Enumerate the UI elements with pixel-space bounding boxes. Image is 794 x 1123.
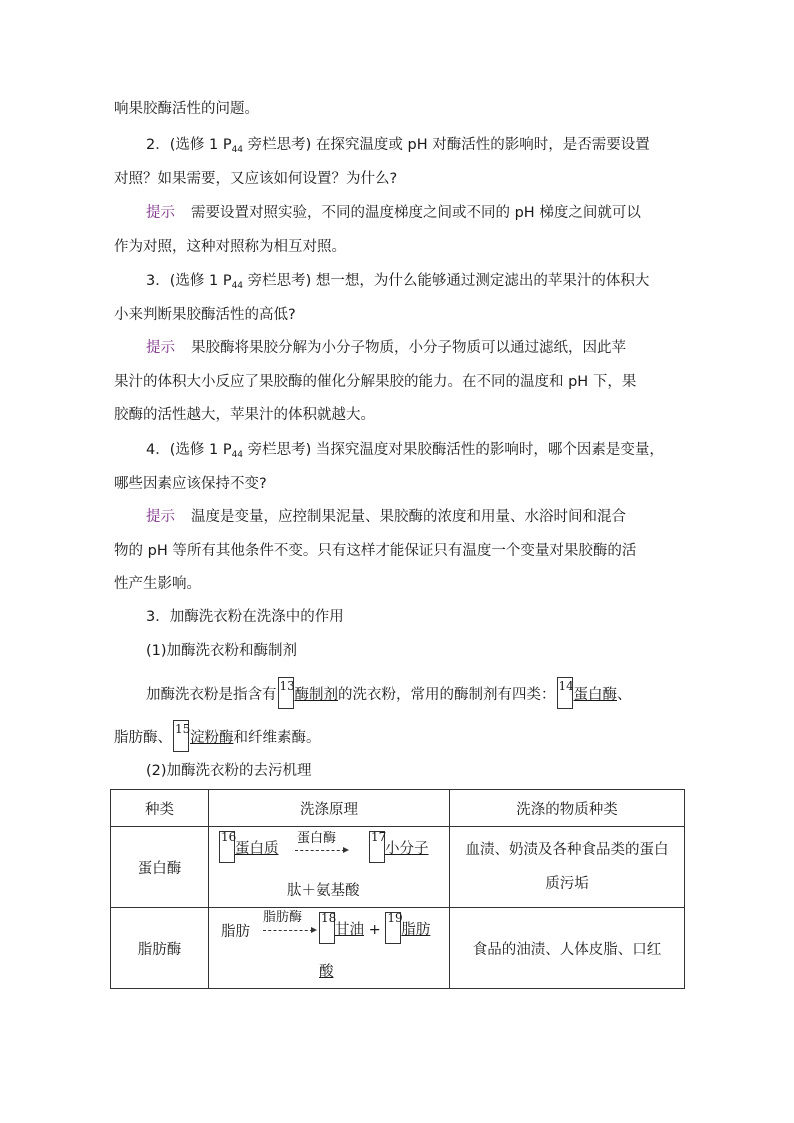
reaction-cell [209, 827, 450, 908]
table-cell: 血渍、奶渍及各种食品类的蛋白 质污垢 [450, 827, 685, 908]
product-text: 肽＋氨基酸 [287, 883, 360, 899]
section-heading: 3．加酶洗衣粉在洗涤中的作用 [146, 609, 344, 625]
table-cell: 蛋白酶 [111, 827, 209, 908]
question-4: 4．(选修 1 $P_{44}$ 旁栏思考) 当探究温度对果胶酶活性的影响时，哪个因素是变量， [146, 442, 664, 460]
answer-number-box: 16 [219, 831, 235, 863]
answer-number-box: 13 [278, 677, 294, 709]
question-2: 2．(选修 1 $P_{44}$ 旁栏思考) 在探究温度或 pH 对酶活性的影响时，是否需要设置 [146, 137, 650, 155]
answer-number-box: 14 [557, 677, 573, 709]
answer-blank: 酶制剂 [294, 687, 338, 703]
table-cell: 食品的油渍、人体皮脂、口红 [450, 908, 685, 989]
table-header: 种类 [111, 790, 209, 827]
answer-blank: 蛋白酶 [573, 687, 617, 703]
hint-label: 提示 [146, 205, 175, 221]
enzyme-label: 脂肪酶 [263, 910, 303, 925]
table-header: 洗涤的物质种类 [450, 790, 685, 827]
hint-4-cont: 物的 pH 等所有其他条件不变。只有这样才能保证只有温度一个变量对果胶酶的活 [114, 543, 637, 559]
hint-3-cont2: 胶酶的活性越大，苹果汁的体积就越大。 [114, 407, 375, 423]
hint-label: 提示 [146, 509, 175, 525]
hint-4-cont2: 性产生影响。 [114, 576, 201, 592]
table-row [111, 908, 685, 989]
answer-blank: 脂肪 [401, 922, 431, 938]
reaction-cell: 脂肪 脂肪酶 18 甘油 + 19 脂肪 酸 [209, 908, 450, 989]
subsection-heading: (2)加酶洗衣粉的去污机理 [146, 763, 312, 779]
mechanism-table [110, 789, 685, 989]
reaction-arrow [295, 850, 345, 851]
table-header: 洗涤原理 [209, 790, 450, 827]
answer-number-box: 18 [319, 912, 335, 944]
hint-label: 提示 [146, 340, 175, 356]
definition-line: 加酶洗衣粉是指含有 13 酶制剂的洗衣粉，常用的酶制剂有四类： 14 蛋白酶、 [146, 677, 684, 709]
table-header-row [111, 790, 685, 827]
reaction-arrow [263, 930, 313, 931]
substrate-text: 脂肪 [221, 924, 250, 940]
answer-number-box: 15 [173, 720, 189, 752]
hint-3: 提示 果胶酶将果胶分解为小分子物质，小分子物质可以通过滤纸，因此苹 [146, 340, 626, 356]
subsection-heading: (1)加酶洗衣粉和酶制剂 [146, 643, 298, 659]
question-4-cont: 哪些因素应该保持不变? [114, 476, 267, 492]
hint-2: 提示 需要设置对照实验，不同的温度梯度之间或不同的 pH 梯度之间就可以 [146, 205, 641, 221]
table-cell: 脂肪酶 [111, 908, 209, 989]
product-text: 酸 [319, 964, 334, 980]
question-3-cont: 小来判断果胶酶活性的高低? [114, 307, 296, 323]
table-row [111, 827, 685, 908]
hint-4: 提示 温度是变量，应控制果泥量、果胶酶的浓度和用量、水浴时间和混合 [146, 509, 626, 525]
hint-3-cont: 果汁的体积大小反应了果胶酶的催化分解果胶的能力。在不同的温度和 pH 下，果 [114, 374, 637, 390]
question-3: 3．(选修 1 $P_{44}$ 旁栏思考) 想一想，为什么能够通过测定滤出的苹果汁的体积大 [146, 273, 650, 291]
answer-blank: 甘油 [335, 922, 364, 938]
answer-blank: 淀粉酶 [190, 730, 234, 746]
definition-line-cont: 脂肪酶、 15 淀粉酶和纤维素酶。 [114, 720, 684, 752]
question-2-cont: 对照？如果需要，又应该如何设置？为什么? [114, 171, 398, 187]
paragraph-text: 响果胶酶活性的问题。 [114, 101, 259, 117]
answer-number-box: 19 [385, 912, 401, 944]
hint-2-cont: 作为对照，这种对照称为相互对照。 [114, 239, 346, 255]
answer-blank: 蛋白质 [235, 841, 279, 857]
enzyme-label: 蛋白酶 [297, 831, 337, 846]
answer-blank: 小分子 [385, 841, 429, 857]
answer-number-box: 17 [369, 831, 385, 863]
